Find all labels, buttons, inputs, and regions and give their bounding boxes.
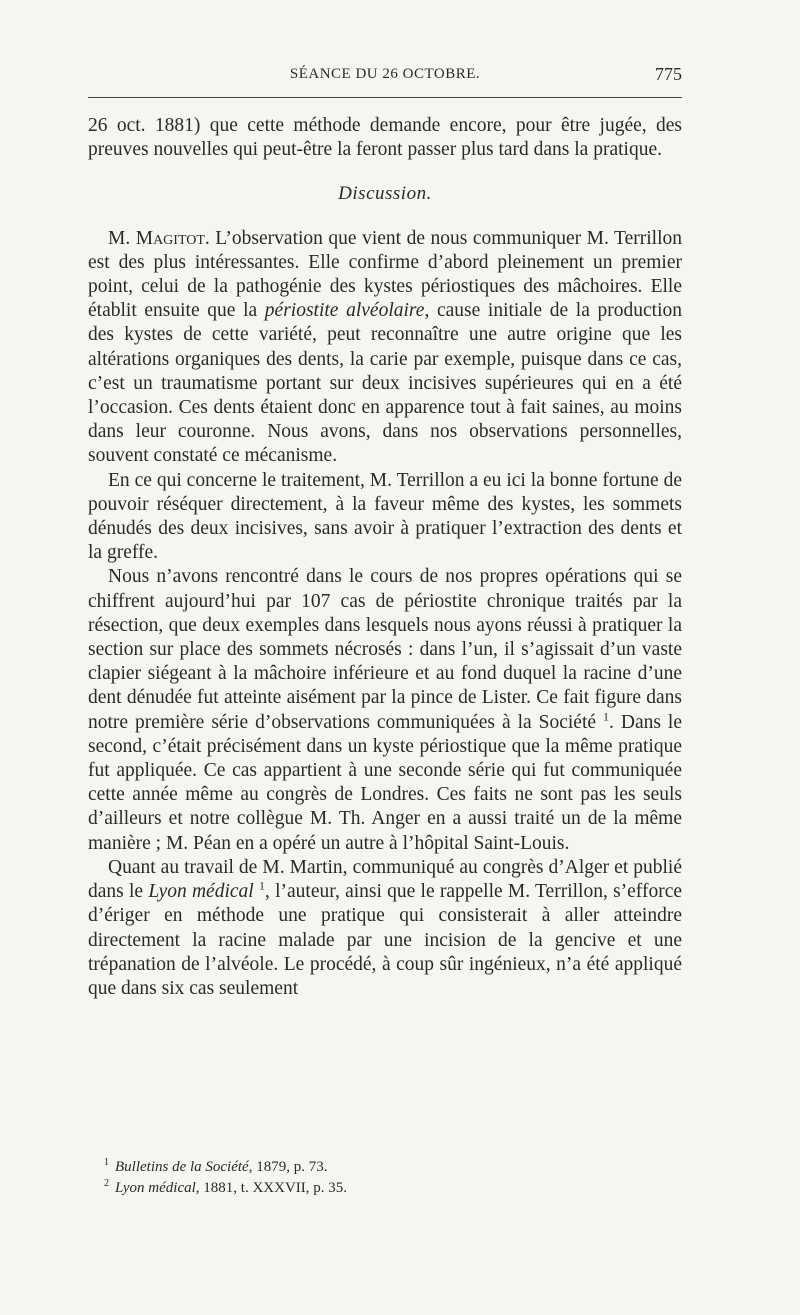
body-text	[88, 114, 682, 1001]
footnote-ref: 1	[258, 878, 265, 893]
paragraph-text: En ce qui concerne le traitement, M. Terrillon a eu ici la bonne fortune de pouvoir réséquer directement, à la faveur même des kystes, les sommets dénudés des deux incisives, sans avoir à pratiquer l’extraction des dents et la greffe.	[88, 469, 682, 564]
footnote-mark: 2	[104, 1178, 109, 1189]
emphasis-text: Lyon médical	[148, 881, 254, 903]
header-rule	[88, 97, 682, 98]
paragraph-treatment	[88, 469, 682, 566]
paragraph-text: Quant au travail de M. Martin, communiqué au congrès d’Alger et publié dans le	[88, 856, 682, 903]
footnote	[104, 1157, 664, 1178]
paragraph-continuation	[88, 114, 682, 162]
footnote-rest: , 1879, p. 73.	[248, 1159, 328, 1175]
paragraph-text: . Dans le second, c’était précisément dans un kyste périostique que la même pratique fut appliquée. Ce cas appartient à une seconde série qui fut communiquée cette année même au congrès de Londres. Ces faits ne sont pas les seuls d’ailleurs et notre collègue M. Th. Anger en a aussi traité un de la même manière ; M. Péan en a opéré un autre à l’hôpital Saint-Louis.	[88, 711, 683, 854]
speaker-name: M. Magitot.	[108, 227, 210, 249]
paragraph-examples	[88, 565, 682, 855]
footnote	[104, 1178, 664, 1199]
footnote-source: Bulletins de la Société	[115, 1159, 249, 1175]
emphasis-text: périostite alvéolaire	[264, 300, 425, 322]
paragraph-text: , cause initiale de la production des kystes de cette variété, peut reconnaître une autre origine que les altérations organiques des dents, la carie par exemple, puisque dans ce cas, c’est un traumatisme portant sur deux incisives supérieures qui en a été l’occasion. Ces dents étaient donc en apparence tout à fait saines, au moins dans leur couronne. Nous avons, dans nos observations personnelles, souvent constaté ce mécanisme.	[88, 300, 682, 467]
running-header	[88, 64, 682, 90]
footnotes	[104, 1157, 664, 1199]
paragraph-text: , l’auteur, ainsi que le rappelle M. Terrillon, s’efforce d’ériger en méthode une pratique qui consisterait à aller atteindre directement la racine malade par une incision de la gencive et une trépanation de l’alvéole. Le procédé, à coup sûr ingénieux, n’a été appliqué que dans six cas seulement	[88, 881, 682, 999]
paragraph-magitot	[88, 227, 682, 469]
paragraph-text: 26 oct. 1881) que cette méthode demande encore, pour être jugée, des preuves nouvelles qui peut-être la feront passer plus tard dans la pratique.	[88, 115, 682, 161]
header-title: SÉANCE DU 26 OCTOBRE.	[289, 66, 481, 82]
paragraph-text: L’observation que vient de nous communiquer M. Terrillon est des plus intéressantes. Elle confirme d’abord pleinement un premier point, celui de la pathogénie des kystes périostiques des mâchoires. Elle établit ensuite que la	[88, 227, 682, 322]
footnote-mark: 1	[104, 1157, 109, 1168]
footnote-rest: , 1881, t. XXXVII, p. 35.	[195, 1180, 348, 1196]
paragraph-martin	[88, 856, 682, 1001]
page-number: 775	[655, 64, 682, 84]
section-heading: Discussion.	[338, 183, 432, 205]
paragraph-text: Nous n’avons rencontré dans le cours de nos propres opérations qui se chiffrent aujourd’hui par 107 cas de périostite chronique traités par la résection, que deux exemples dans lesquels nous ayons réussi à pratiquer la section sur place des sommets nécrosés : dans l’un, il s’agissait d’un vaste clapier siégeant à la mâchoire inférieure et au fond duquel la racine d’une dent dénudée fut atteinte aisément par la pince de Lister. Ce fait figure dans notre première série d’observations communiquées à la Société	[88, 566, 682, 733]
footnote-source: Lyon médical	[115, 1180, 196, 1196]
footnote-ref: 1	[603, 709, 610, 724]
